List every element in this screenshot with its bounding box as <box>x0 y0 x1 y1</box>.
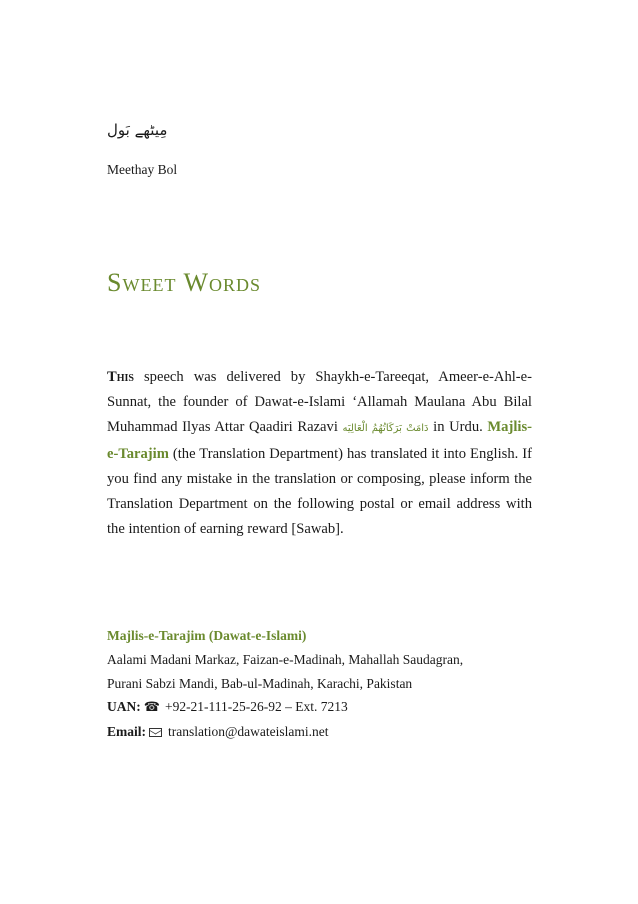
urdu-title: مِیٹھے بَول <box>107 121 168 139</box>
paragraph-lead: This <box>107 369 134 385</box>
paragraph-text-3: (the Translation Department) has translated it into English. If you find any mistake in the translation or composing, please inform the Translation Department on the following postal or email address with the intention of earning reward [Sawab]. <box>107 445 532 538</box>
address-line-2: Purani Sabzi Mandi, Bab-ul-Madinah, Karachi, Pakistan <box>107 675 413 691</box>
paragraph-text-2: in Urdu. <box>428 419 488 436</box>
contact-block <box>107 624 532 744</box>
intro-paragraph <box>107 365 532 542</box>
book-page <box>107 0 532 904</box>
paragraph-text-1: speech was delivered by Shaykh-e-Tareeqat, Ameer-e-Ahl-e-Sunnat, the founder of Dawat-e-Islami ‘Allamah Maulana Abu Bilal Muhammad Ilyas Attar Qaadiri Razavi <box>107 369 532 436</box>
contact-organization: Majlis-e-Tarajim (Dawat-e-Islami) <box>107 628 307 643</box>
email-value[interactable]: translation@dawateislami.net <box>168 724 329 740</box>
transliteration: Meethay Bol <box>107 162 178 177</box>
uan-value[interactable]: +92-21-111-25-26-92 – Ext. 7213 <box>164 699 348 715</box>
email-label: Email: <box>107 724 146 740</box>
phone-icon: ☎ <box>143 700 160 716</box>
email-row <box>107 720 532 744</box>
uan-row <box>107 695 532 720</box>
envelope-icon <box>149 728 162 737</box>
department-name: Majlis-e-Tarajim <box>107 419 532 462</box>
uan-label: UAN: <box>107 699 141 715</box>
honorific-text: دَامَتْ بَرَكَاتُهُمُ الْعَالِيَه <box>342 423 429 435</box>
address-line-1: Aalami Madani Markaz, Faizan-e-Madinah, Mahallah Saudagran, <box>107 651 464 667</box>
page-heading: Sweet Words <box>107 268 262 297</box>
